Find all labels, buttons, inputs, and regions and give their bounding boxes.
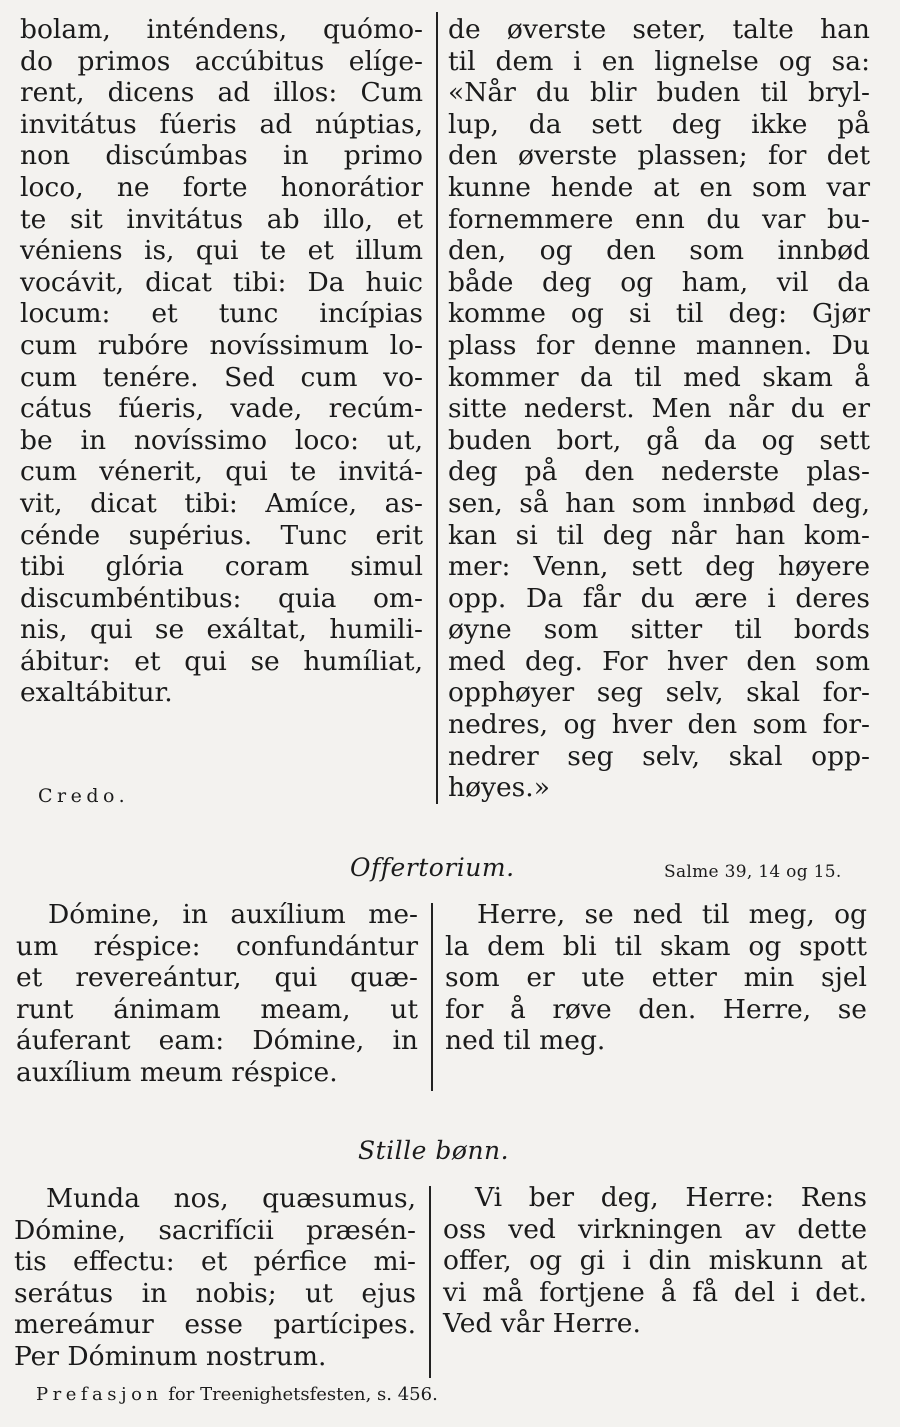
text-line: mer: Venn, sett deg høyere bbox=[448, 551, 870, 583]
text-line: non discúmbas in primo bbox=[20, 140, 423, 172]
offertorium-reference: Salme 39, 14 og 15. bbox=[664, 862, 842, 882]
text-line: te sit invitátus ab illo, et bbox=[20, 203, 423, 235]
text-line: offer, og gi i din miskunn at bbox=[443, 1245, 867, 1277]
text-line: serátus in nobis; ut ejus bbox=[14, 1277, 416, 1309]
text-line: som er ute etter min sjel bbox=[445, 962, 867, 994]
text-line: med deg. For hver den som bbox=[448, 645, 870, 677]
text-line: bolam, inténdens, quómo- bbox=[20, 14, 423, 45]
text-line: til dem i en lignelse og sa: bbox=[448, 45, 870, 77]
text-line: opphøyer seg selv, skal for- bbox=[448, 677, 870, 709]
text-line: vocávit, dicat tibi: Da huic bbox=[20, 266, 423, 298]
credo-label: Credo. bbox=[38, 785, 130, 807]
text-line: Dómine, in auxílium me- bbox=[48, 899, 418, 930]
text-line: den, og den som innbød bbox=[448, 235, 870, 267]
text-line: locum: et tunc incípias bbox=[20, 298, 423, 330]
text-line: deg på den nederste plas- bbox=[448, 456, 870, 488]
text-line: loco, ne forte honorátior bbox=[20, 171, 423, 203]
text-line: oss ved virkningen av dette bbox=[443, 1213, 867, 1245]
text-line: opp. Da får du ære i deres bbox=[448, 582, 870, 614]
text-line: kan si til deg når han kom- bbox=[448, 519, 870, 551]
text-line: áuferant eam: Dómine, in bbox=[16, 1025, 418, 1057]
offertorium-heading: Offertorium. bbox=[350, 853, 515, 882]
gospel-norwegian-column bbox=[448, 14, 870, 804]
text-line: exaltábitur. bbox=[20, 677, 173, 709]
text-line: Herre, se ned til meg, og bbox=[477, 899, 867, 930]
text-line: nis, qui se exáltat, humili- bbox=[20, 614, 423, 646]
text-line: komme og si til deg: Gjør bbox=[448, 298, 870, 330]
secreta-heading: Stille bønn. bbox=[358, 1136, 510, 1165]
text-line: for å røve den. Herre, se bbox=[445, 993, 867, 1025]
text-line: kommer da til med skam å bbox=[448, 361, 870, 393]
text-line: vi må fortjene å få del i det. bbox=[443, 1276, 867, 1308]
text-line: nedrer seg selv, skal opp- bbox=[448, 740, 870, 772]
column-divider bbox=[431, 903, 433, 1091]
offertorium-latin-column bbox=[16, 899, 418, 1089]
text-line: tis effectu: et pérfice mi- bbox=[14, 1246, 416, 1278]
text-line: mereámur esse partícipes. bbox=[14, 1309, 416, 1341]
text-line: cénde supérius. Tunc erit bbox=[20, 519, 423, 551]
column-divider bbox=[436, 12, 438, 804]
text-line: kunne hende at en som var bbox=[448, 171, 870, 203]
text-line: cum tenére. Sed cum vo- bbox=[20, 361, 423, 393]
text-line: den øverste plassen; for det bbox=[448, 140, 870, 172]
text-line: lup, da sett deg ikke på bbox=[448, 108, 870, 140]
text-line: cum rubóre novíssimum lo- bbox=[20, 329, 423, 361]
text-line: sitte nederst. Men når du er bbox=[448, 393, 870, 425]
gospel-latin-column bbox=[20, 14, 423, 709]
text-line: sen, så han som innbød deg, bbox=[448, 487, 870, 519]
text-line: både deg og ham, vil da bbox=[448, 266, 870, 298]
column-divider bbox=[429, 1186, 431, 1378]
secreta-latin-column bbox=[14, 1183, 416, 1373]
text-line: nedres, og hver den som for- bbox=[448, 709, 870, 741]
secreta-norwegian-column bbox=[443, 1182, 867, 1340]
text-line: véniens is, qui te et illum bbox=[20, 235, 423, 267]
text-line: plass for denne mannen. Du bbox=[448, 329, 870, 361]
text-line: «Når du blir buden til bryl- bbox=[448, 77, 870, 109]
text-line: rent, dicens ad illos: Cum bbox=[20, 77, 423, 109]
text-line: fornemmere enn du var bu- bbox=[448, 203, 870, 235]
text-line: ned til meg. bbox=[445, 1025, 606, 1057]
text-line: auxílium meum réspice. bbox=[16, 1056, 338, 1088]
text-line: cum vénerit, qui te invitá- bbox=[20, 456, 423, 488]
text-line: et revereántur, qui quæ- bbox=[16, 962, 418, 994]
text-line: discumbéntibus: quia om- bbox=[20, 582, 423, 614]
text-line: Munda nos, quæsumus, bbox=[46, 1183, 416, 1214]
text-line: um réspice: confundántur bbox=[16, 930, 418, 962]
text-line: Ved vår Herre. bbox=[443, 1308, 641, 1340]
offertorium-norwegian-column bbox=[445, 899, 867, 1057]
text-line: vit, dicat tibi: Amíce, as- bbox=[20, 487, 423, 519]
text-line: buden bort, gå da og sett bbox=[448, 424, 870, 456]
text-line: Dómine, sacrifícii præsén- bbox=[14, 1214, 416, 1246]
preface-label: Prefasjon bbox=[36, 1384, 163, 1405]
text-line: do primos accúbitus elíge- bbox=[20, 45, 423, 77]
text-line: Per Dóminum nostrum. bbox=[14, 1340, 327, 1372]
text-line: ábitur: et qui se humíliat, bbox=[20, 645, 423, 677]
text-line: runt ánimam meam, ut bbox=[16, 993, 418, 1025]
text-line: invitátus fúeris ad núptias, bbox=[20, 108, 423, 140]
text-line: cátus fúeris, vade, recúm- bbox=[20, 393, 423, 425]
text-line: be in novíssimo loco: ut, bbox=[20, 424, 423, 456]
text-line: høyes.» bbox=[448, 772, 550, 804]
text-line: de øverste seter, talte han bbox=[448, 14, 870, 45]
text-line: Vi ber deg, Herre: Rens bbox=[475, 1182, 867, 1213]
text-line: øyne som sitter til bords bbox=[448, 614, 870, 646]
preface-reference bbox=[36, 1384, 438, 1405]
text-line: tibi glória coram simul bbox=[20, 551, 423, 583]
preface-text: for Treenighetsfesten, s. 456. bbox=[168, 1384, 438, 1405]
text-line: la dem bli til skam og spott bbox=[445, 930, 867, 962]
